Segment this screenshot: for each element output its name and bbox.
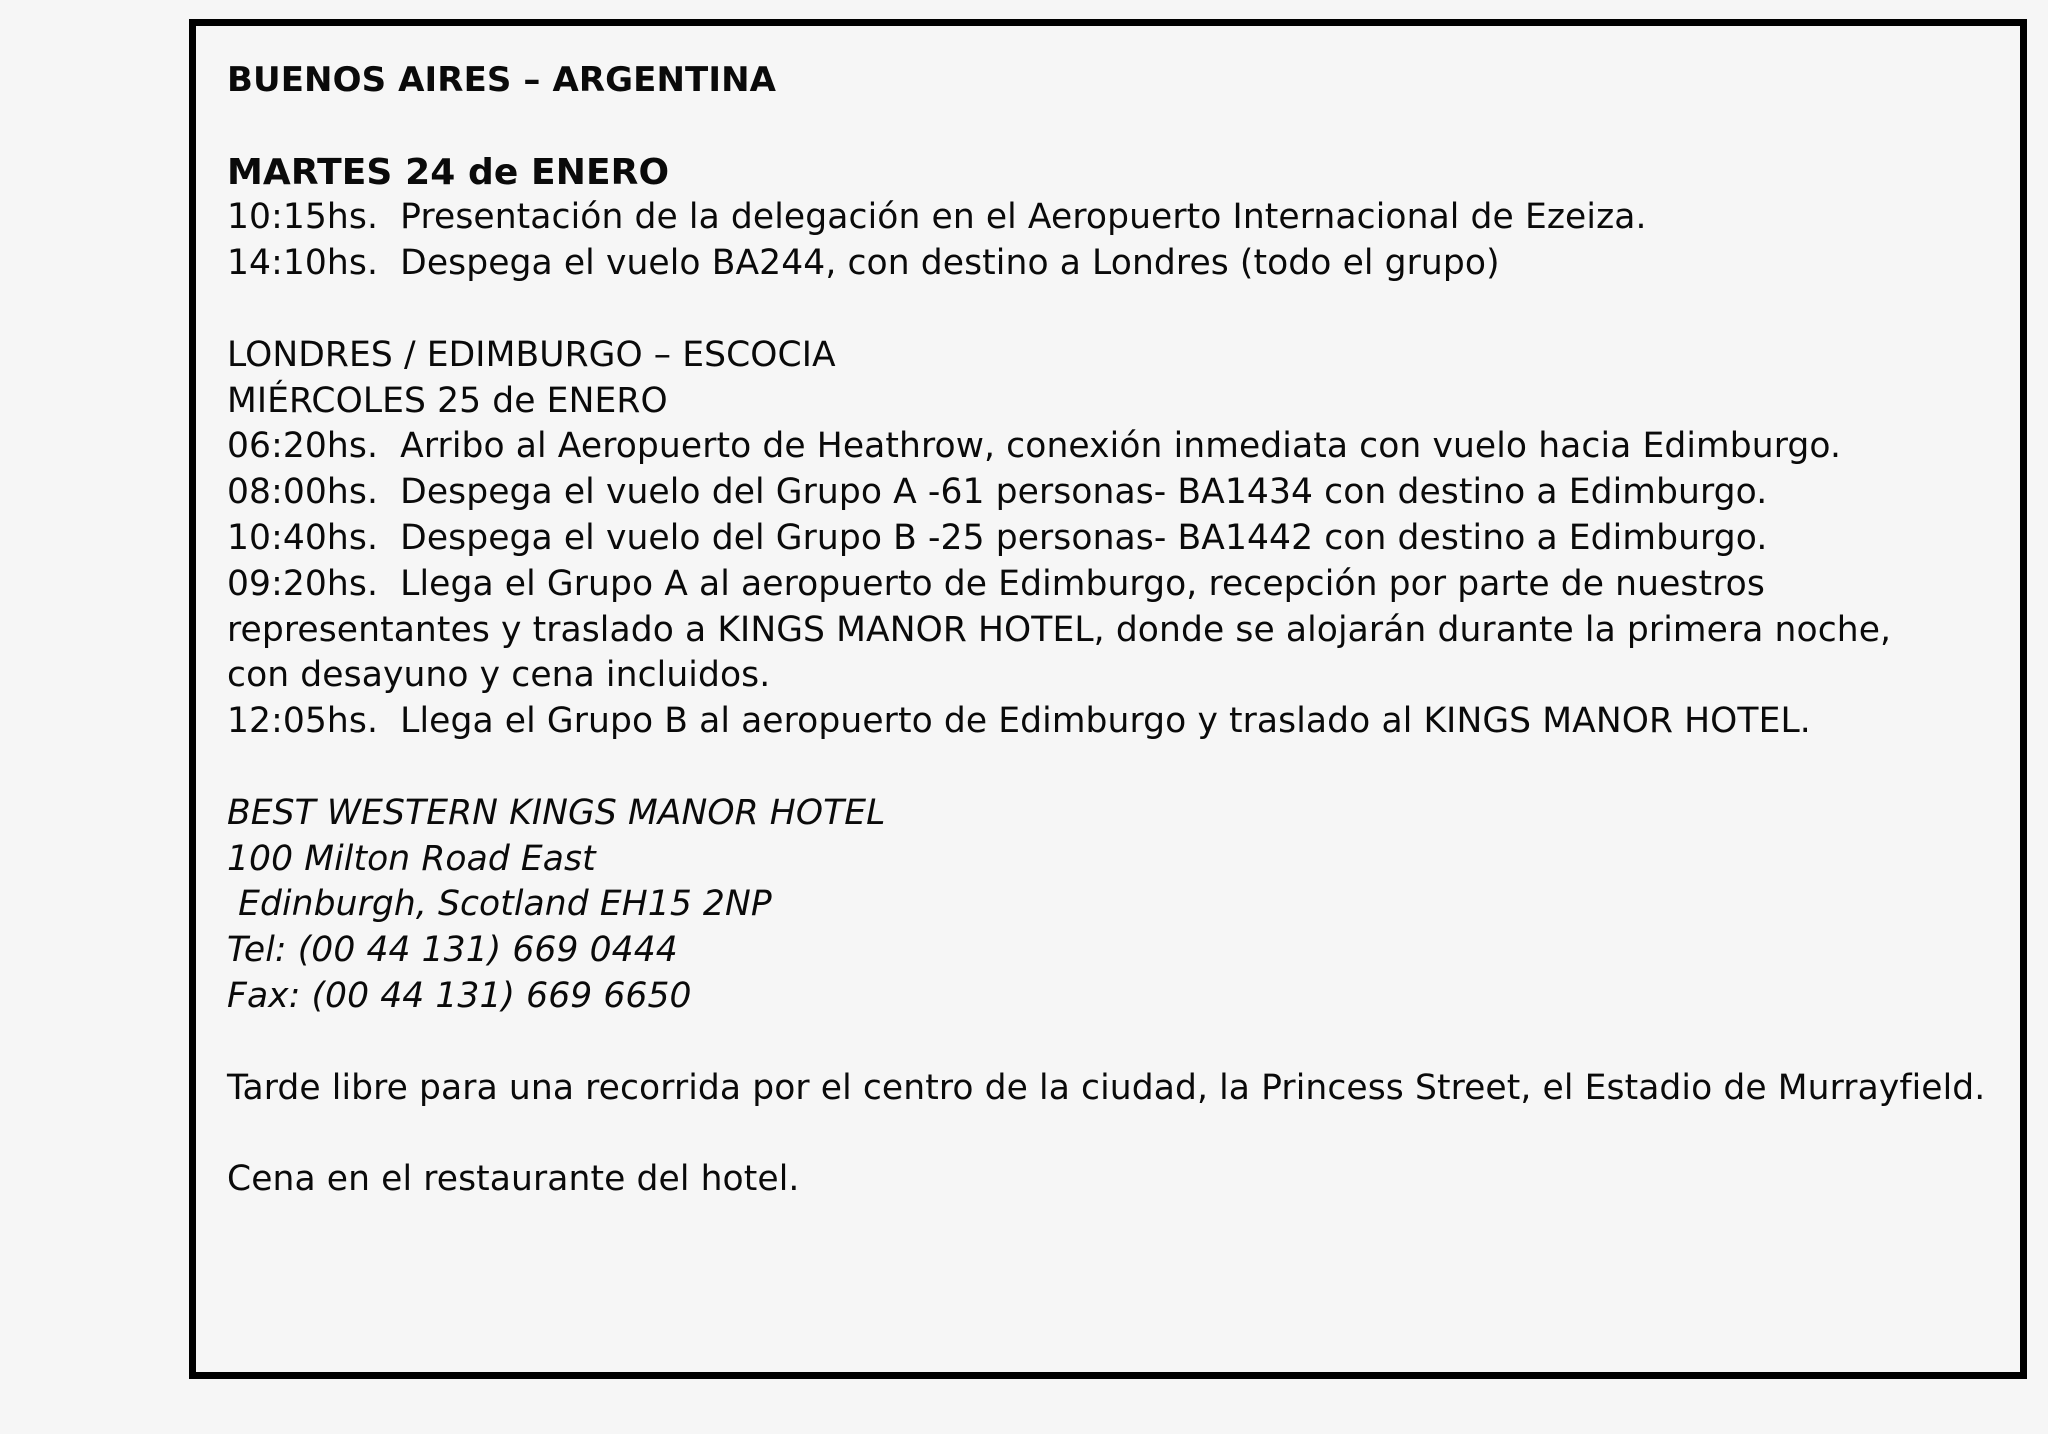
day2-location: LONDRES / EDIMBURGO – ESCOCIA [227,334,836,375]
spacer [227,104,2027,150]
spacer [227,287,2027,333]
document-title: BUENOS AIRES – ARGENTINA [227,60,777,100]
hotel-fax: Fax: (00 44 131) 669 6650 [227,975,692,1016]
hotel-name: BEST WESTERN KINGS MANOR HOTEL [227,792,886,833]
day1-heading: MARTES 24 de ENERO [227,151,670,193]
note-dinner: Cena en el restaurante del hotel. [227,1159,800,1200]
day2-heading: MIÉRCOLES 25 de ENERO [227,380,668,421]
note-afternoon: Tarde libre para una recorrida por el centro de la ciudad, la Princess Street, el Estadio de Murrayfield. [227,1067,1986,1108]
hotel-tel: Tel: (00 44 131) 669 0444 [227,930,678,971]
day2-item: con desayuno y cena incluidos. [227,655,771,696]
day2-item: 08:00hs. Despega el vuelo del Grupo A -61 personas- BA1434 con destino a Edimburgo. [227,472,1768,513]
spacer [227,1020,2027,1066]
hotel-address-line-1: 100 Milton Road East [227,838,596,879]
day2-item: representantes y traslado a KINGS MANOR HOTEL, donde se alojarán durante la primera noche, [227,609,1892,650]
day2-item: 10:40hs. Despega el vuelo del Grupo B -25 personas- BA1442 con destino a Edimburgo. [227,517,1768,558]
day2-item: 12:05hs. Llega el Grupo B al aeropuerto de Edimburgo y traslado al KINGS MANOR HOTEL. [227,701,1811,742]
day1-item: 14:10hs. Despega el vuelo BA244, con destino a Londres (todo el grupo) [227,243,1500,284]
day1-item: 10:15hs. Presentación de la delegación en el Aeropuerto Internacional de Ezeiza. [227,197,1647,238]
day2-item: 09:20hs. Llega el Grupo A al aeropuerto de Edimburgo, recepción por parte de nuestros [227,563,1765,604]
spacer [227,745,2027,791]
hotel-address-line-2: Edinburgh, Scotland EH15 2NP [227,884,772,925]
spacer [227,1111,2027,1157]
itinerary-content [227,58,2027,1203]
day2-item: 06:20hs. Arribo al Aeropuerto de Heathrow, conexión inmediata con vuelo hacia Edimburgo. [227,426,1842,467]
